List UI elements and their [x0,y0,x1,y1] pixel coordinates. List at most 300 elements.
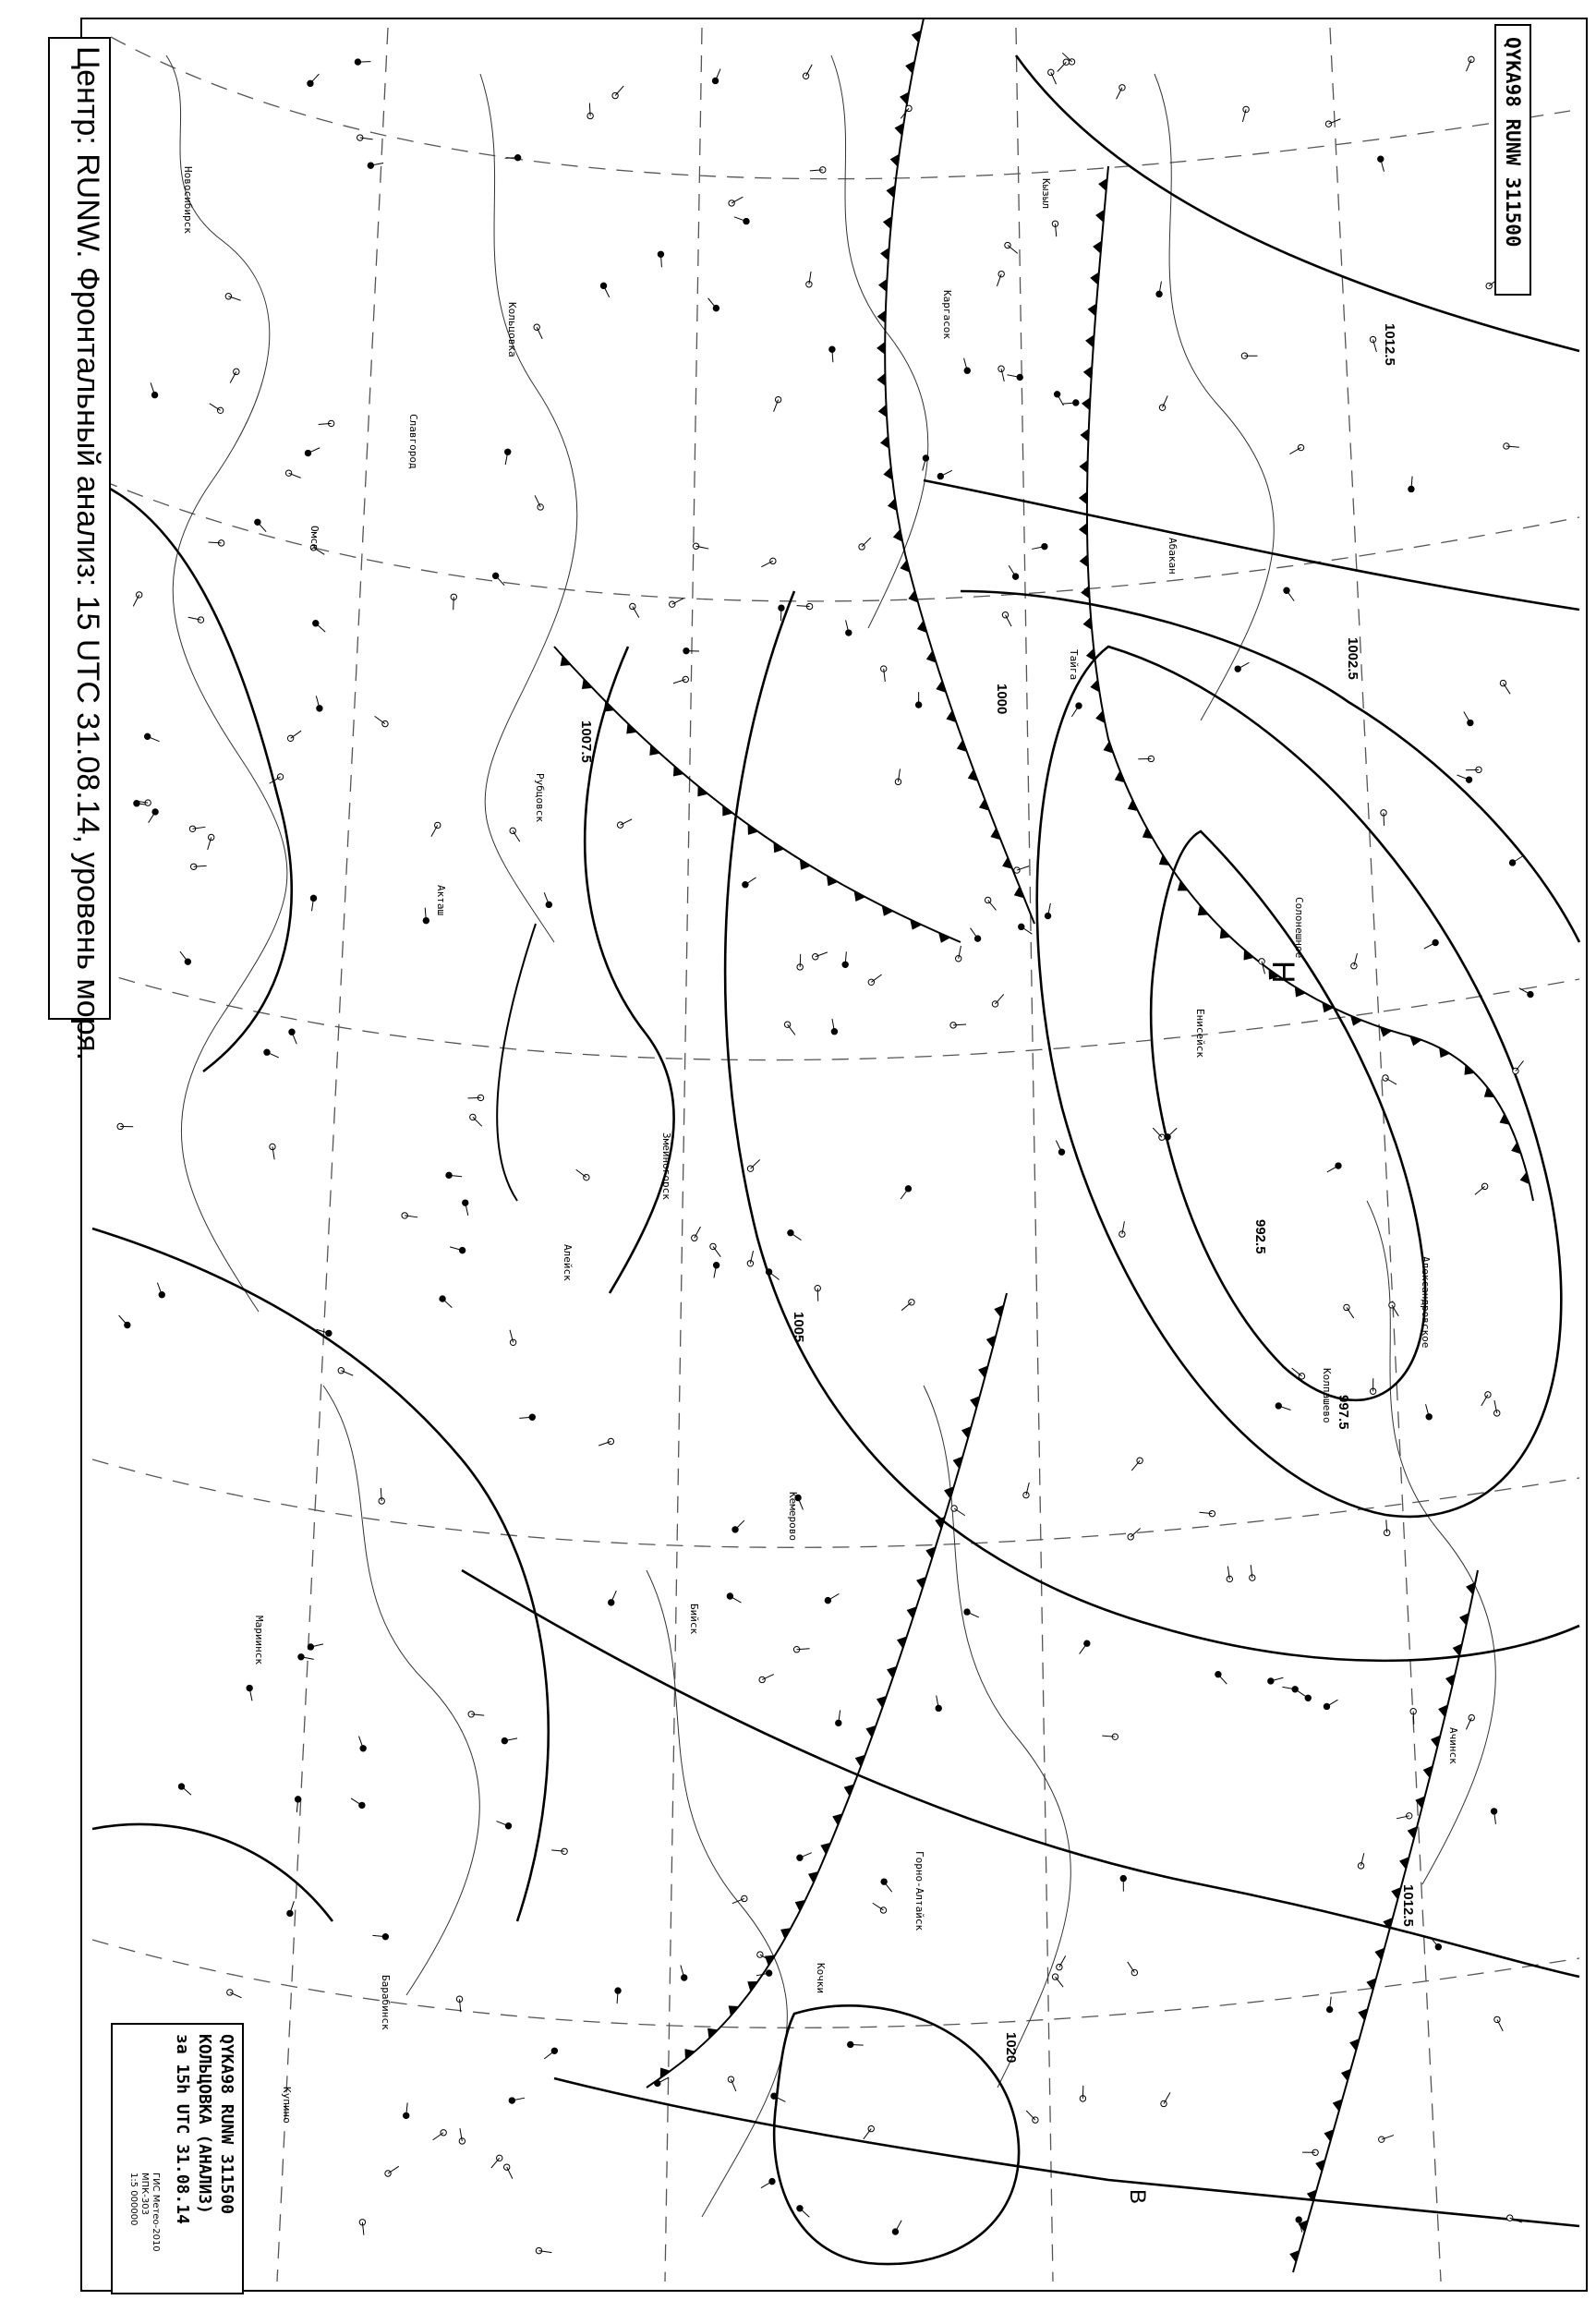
isobar-label-1002.5: 1002.5 [1345,637,1360,680]
front-tooth [1079,491,1087,504]
station-plot [1426,1404,1433,1420]
station-plot [551,1848,567,1854]
code-box [1494,24,1531,296]
station-plot [964,358,971,374]
station-plot [210,404,224,414]
front-tooth [1083,617,1093,630]
station-name: Тайга [1068,649,1080,681]
station-name: Славгород [407,414,419,469]
front-tooth [883,467,892,480]
front-tooth [886,185,895,198]
station-name: Колпашево [1321,1368,1333,1423]
station-plot [1396,1813,1412,1819]
station-plot [308,1644,323,1650]
station-plot [859,538,871,550]
station-plots [117,53,1533,2254]
front-tooth [1244,950,1254,960]
station-plot [766,1269,779,1280]
station-plot [1102,1734,1118,1739]
station-plot [287,731,301,741]
station-plot [379,1488,384,1504]
station-plot [1289,444,1303,454]
front-tooth [1082,397,1090,410]
station-plot [285,470,300,478]
station-plot [708,298,719,311]
isobar-label-1000: 1000 [994,684,1010,715]
station-plot [985,897,996,910]
legend-time: за 15h UTC 31.08.14 [173,2034,192,2224]
station-plot [1384,1519,1389,1535]
station-plot [1504,443,1519,449]
station-plot [534,324,542,339]
isobar-label-992.5: 992.5 [1252,1219,1268,1254]
station-plot [1370,336,1376,352]
front-tooth [1088,303,1097,316]
station-name: Рубцовск [534,773,546,822]
station-plot [1119,1221,1125,1237]
station-plot [227,1990,242,1998]
station-plot [189,826,205,831]
station-plot [133,592,142,607]
station-plot [1153,1128,1165,1140]
station-plot [1005,242,1018,253]
station-plot [681,1966,687,1981]
station-plot [612,86,623,99]
front-tooth [880,248,889,260]
station-plot [209,540,224,546]
station-plot [375,716,389,726]
station-plot [1156,282,1162,297]
station-plot [813,952,828,960]
station-plot [1117,85,1126,100]
station-plot [1466,767,1481,772]
station-plot [998,366,1004,381]
station-plot [433,2130,447,2140]
station-plot [305,448,320,456]
station-plot [1128,1529,1141,1541]
station-plot [670,599,684,608]
station-name: Новосибирск [182,166,194,234]
station-plot [901,105,912,118]
station-plot [806,272,812,287]
station-plot [1494,2016,1504,2031]
station-plot [1464,711,1473,725]
station-plot [1131,1458,1143,1471]
front-tooth [697,786,707,796]
station-name: Кемерово [787,1492,799,1541]
legend-credit-3: 1:5 000000 [128,2173,139,2226]
station-plot [864,2125,875,2138]
station-plot [784,1022,795,1035]
station-plot [658,251,663,267]
station-plot [509,2098,525,2103]
station-plot [1326,1997,1332,2013]
front-tooth [626,723,636,733]
station-plot [1014,866,1029,874]
station-plot [151,382,158,397]
front-tooth [880,436,889,449]
station-plot [728,2076,736,2091]
station-plot [747,1251,753,1266]
station-plot [923,455,929,471]
fronts [497,18,1533,2272]
station-plot [617,819,632,828]
station-plot [510,828,520,841]
isobar-1005 [725,591,1579,1661]
station-plot [505,154,521,160]
front-tooth [1198,905,1208,915]
station-plot [873,1903,887,1913]
station-plot [848,2041,864,2047]
front-tooth [582,679,592,689]
station-name: Мариинск [253,1616,265,1664]
isobar-label-1007.5: 1007.5 [578,720,594,763]
station-plot [1054,392,1063,406]
station-plot [1048,69,1057,84]
station-plot [1052,1974,1063,1987]
station-plot [505,449,511,465]
station-plot [519,1414,535,1420]
station-plot [1052,221,1058,236]
station-plot [1227,1567,1232,1582]
station-plot [1045,903,1050,919]
front-tooth [1086,648,1095,661]
station-plot [119,1315,130,1328]
isobar-west-3 [92,1824,332,1921]
station-plot [793,1647,809,1652]
station-plot [743,878,756,888]
isobars [92,55,1579,2264]
station-plot [225,294,240,301]
station-plot [359,1737,367,1751]
station-plot [1494,1400,1500,1416]
station-plot [747,1160,759,1172]
station-plot [1383,1075,1396,1084]
geography-lines [166,55,1495,2217]
station-plot [459,2128,465,2144]
map-border [81,18,1587,2291]
station-plot [1250,1565,1255,1580]
station-plot [287,1901,295,1916]
station-plot [431,822,441,836]
station-plot [544,2048,557,2059]
front-tooth [684,2049,695,2059]
station-plot [1159,395,1167,410]
station-plot [1379,2136,1394,2143]
station-name: Бийск [688,1604,700,1635]
station-plot [1466,1714,1474,1729]
station-plot [1282,1687,1298,1692]
front-tooth [795,1900,805,1912]
front-tooth [660,2068,671,2078]
station-plot [598,1438,613,1446]
front-tooth [1098,178,1107,191]
front-tooth [938,933,950,943]
station-plot [1327,1163,1341,1172]
station-plot [470,1114,482,1126]
station-plot [1325,119,1340,127]
isobar-high-ring [774,2005,1019,2264]
station-plot [797,2206,810,2218]
station-plot [1242,106,1249,122]
station-plot [1466,56,1474,71]
front-tooth [1465,1064,1475,1074]
station-plot [510,1330,516,1346]
station-plot [357,135,373,140]
station-plot [655,2077,670,2087]
isobar-label-1012.5-a: 1012.5 [1382,323,1397,366]
station-plot [117,1123,133,1129]
station-plot [710,1243,721,1256]
station-plot [901,1300,914,1311]
front-tooth [1128,800,1138,812]
station-plot [1161,2092,1170,2106]
page-title: Центр: RUNW. Фронтальный анализ: 15 UTC 31.08.14, уровень моря. [70,46,105,1061]
station-plot [1026,2111,1038,2123]
isobar-labels [578,323,1416,2063]
front-tooth [883,216,892,229]
station-plot [868,974,881,986]
front-tooth [1093,241,1102,254]
front-tooth [878,279,887,292]
station-plot [937,470,952,478]
station-plot [692,1227,701,1241]
station-plot [536,2247,551,2253]
front-tooth [910,919,922,929]
station-plot [915,692,921,708]
station-plot [673,676,689,683]
warm-front-south [554,647,961,942]
station-plot [492,573,504,586]
station-plot [359,2220,365,2235]
front-tooth [1453,1643,1462,1656]
station-plot [180,951,191,964]
legend-credit-1: ГИС Метео-2010 [151,2173,161,2252]
station-plot [831,1019,837,1035]
station-name: Алейск [562,1244,574,1281]
station-plot [576,1169,589,1180]
station-plot [535,495,543,510]
station-plot [385,2166,399,2176]
station-name: Купино [281,2087,293,2124]
station-plot [992,994,1004,1007]
station-plot [1007,374,1022,380]
front-tooth [1500,1113,1510,1125]
station-plot [270,1144,275,1159]
station-plot [1241,353,1257,358]
station-plot [1215,1671,1227,1684]
station-plot [1284,587,1294,601]
isobar-label-1020: 1020 [1003,2032,1019,2064]
station-plot [1344,1304,1354,1318]
station-plot [450,1247,466,1253]
station-plot [230,369,239,383]
station-plot [950,1023,966,1028]
station-plot [468,1712,484,1717]
station-name: Горно-Алтайск [913,1851,925,1931]
station-plot [797,1853,812,1861]
title-box [48,37,111,1061]
front-tooth [1080,554,1088,567]
front-tooth [1085,334,1094,347]
station-plot [1351,953,1358,969]
front-tooth [1080,429,1088,442]
station-plot [491,2155,502,2168]
station-plot [729,197,744,206]
station-plot [892,2221,901,2234]
station-plot [264,1049,279,1058]
isobar-1000 [961,591,1579,942]
station-plot [1019,924,1033,934]
station-plot [1009,565,1019,579]
station-plot [1370,1378,1375,1394]
stationary-front-west [497,924,536,1201]
station-plot [774,396,781,411]
station-plot [1063,400,1079,406]
station-plot [761,558,776,567]
occluded-front [1087,166,1533,1201]
station-plot [1002,612,1011,627]
station-name: Кызыл [1040,178,1052,210]
station-plot [208,834,214,850]
legend-code: QYKA98 RUNW 311500 [217,2034,236,2215]
station-plot [797,603,813,609]
isobar-1002.5 [924,480,1579,610]
station-plot [956,946,961,962]
station-plot [600,283,609,297]
front-tooth [604,701,614,711]
station-plot [188,617,204,623]
station-plot [842,951,848,967]
station-plot [1509,855,1523,866]
station-plot [157,1283,164,1298]
station-plot [810,167,826,173]
station-plot [372,1933,388,1939]
station-plot [732,1520,744,1532]
station-plot [997,271,1004,285]
station-plot [881,1879,892,1892]
station-plot [446,1172,462,1178]
front-tooth [649,744,659,755]
station-plot [1519,988,1533,998]
front-tooth [1079,523,1087,536]
station-plot [310,895,316,911]
station-plot [615,1988,621,2003]
station-plot [846,620,852,636]
station-plot [693,543,708,549]
station-plot [1128,1962,1138,1976]
station-plot [308,74,320,86]
cold-front-main [885,18,1034,924]
isobar-west-2 [92,1229,549,1921]
station-plot [1199,1510,1215,1516]
station-plot [1120,1875,1126,1891]
station-plot [467,1095,483,1100]
station-name: Кочки [815,1963,827,1994]
front-tooth [1220,928,1230,938]
front-tooth [877,342,885,355]
station-plot [971,928,981,942]
station-plot [951,1506,965,1516]
station-plot [1071,703,1082,717]
station-plot [463,1200,468,1216]
station-plot [712,69,720,84]
isobar-label-1005: 1005 [791,1312,806,1343]
station-plot [759,1675,774,1683]
front-tooth [722,805,732,816]
station-name: Енисейск [1194,1009,1206,1058]
front-tooth [882,905,894,915]
front-tooth [561,656,571,666]
station-plot [803,65,812,79]
station-plot [1023,1483,1030,1498]
legend-box [111,2023,244,2294]
station-name: Александровское [1420,1256,1432,1349]
station-plot [544,892,551,907]
station-name: Каргасок [941,290,953,339]
front-tooth [1095,210,1105,223]
front-tooth [729,2005,739,2016]
station-plot [1324,1700,1337,1709]
station-plot [1475,1183,1488,1194]
station-plot [1457,775,1472,782]
station-plot [402,1213,417,1218]
isobar-label-1012.5-b: 1012.5 [1400,1884,1416,1927]
station-plot [587,103,593,118]
isobar-1020 [554,2078,1579,2226]
front-tooth [707,2028,718,2039]
station-plot [1298,1690,1312,1701]
station-plot [351,1798,365,1809]
station-plot [936,1696,941,1712]
station-plot [190,864,206,869]
station-plot [496,1822,511,1829]
station-plot [1056,1141,1064,1156]
station-plot [255,519,267,532]
station-plot [815,1285,820,1301]
front-tooth [1178,880,1188,890]
station-plot [1481,1392,1491,1406]
station-plot [144,733,159,742]
station-plot [901,1186,911,1199]
station-plot [1165,1128,1177,1140]
station-plot [713,1263,719,1278]
front-tooth [747,1981,757,1991]
isobar-west-1 [92,480,292,1071]
station-plot [630,603,639,617]
station-plot [797,954,803,970]
station-name: Змеиногорск [660,1132,672,1200]
station-plot [1058,59,1070,71]
station-plot [895,769,901,784]
legend-station: КОЛЬЦОВКА (АНАЛИЗ) [195,2034,214,2215]
station-plot [178,1784,191,1795]
station-plot [964,1609,979,1617]
station-plot [1491,1809,1496,1824]
station-plot [247,1685,252,1701]
front-tooth [808,1871,818,1883]
station-plot [1378,156,1384,172]
station-plot [338,1368,353,1376]
front-tooth [1081,586,1089,599]
station-plot [451,594,456,610]
station-name: Абакан [1167,538,1179,575]
station-plot [1276,1403,1290,1410]
station-plot [1268,1677,1284,1684]
station-plot [1080,1640,1090,1654]
coordinate-grid [92,28,1579,2282]
front-tooth [878,405,887,418]
